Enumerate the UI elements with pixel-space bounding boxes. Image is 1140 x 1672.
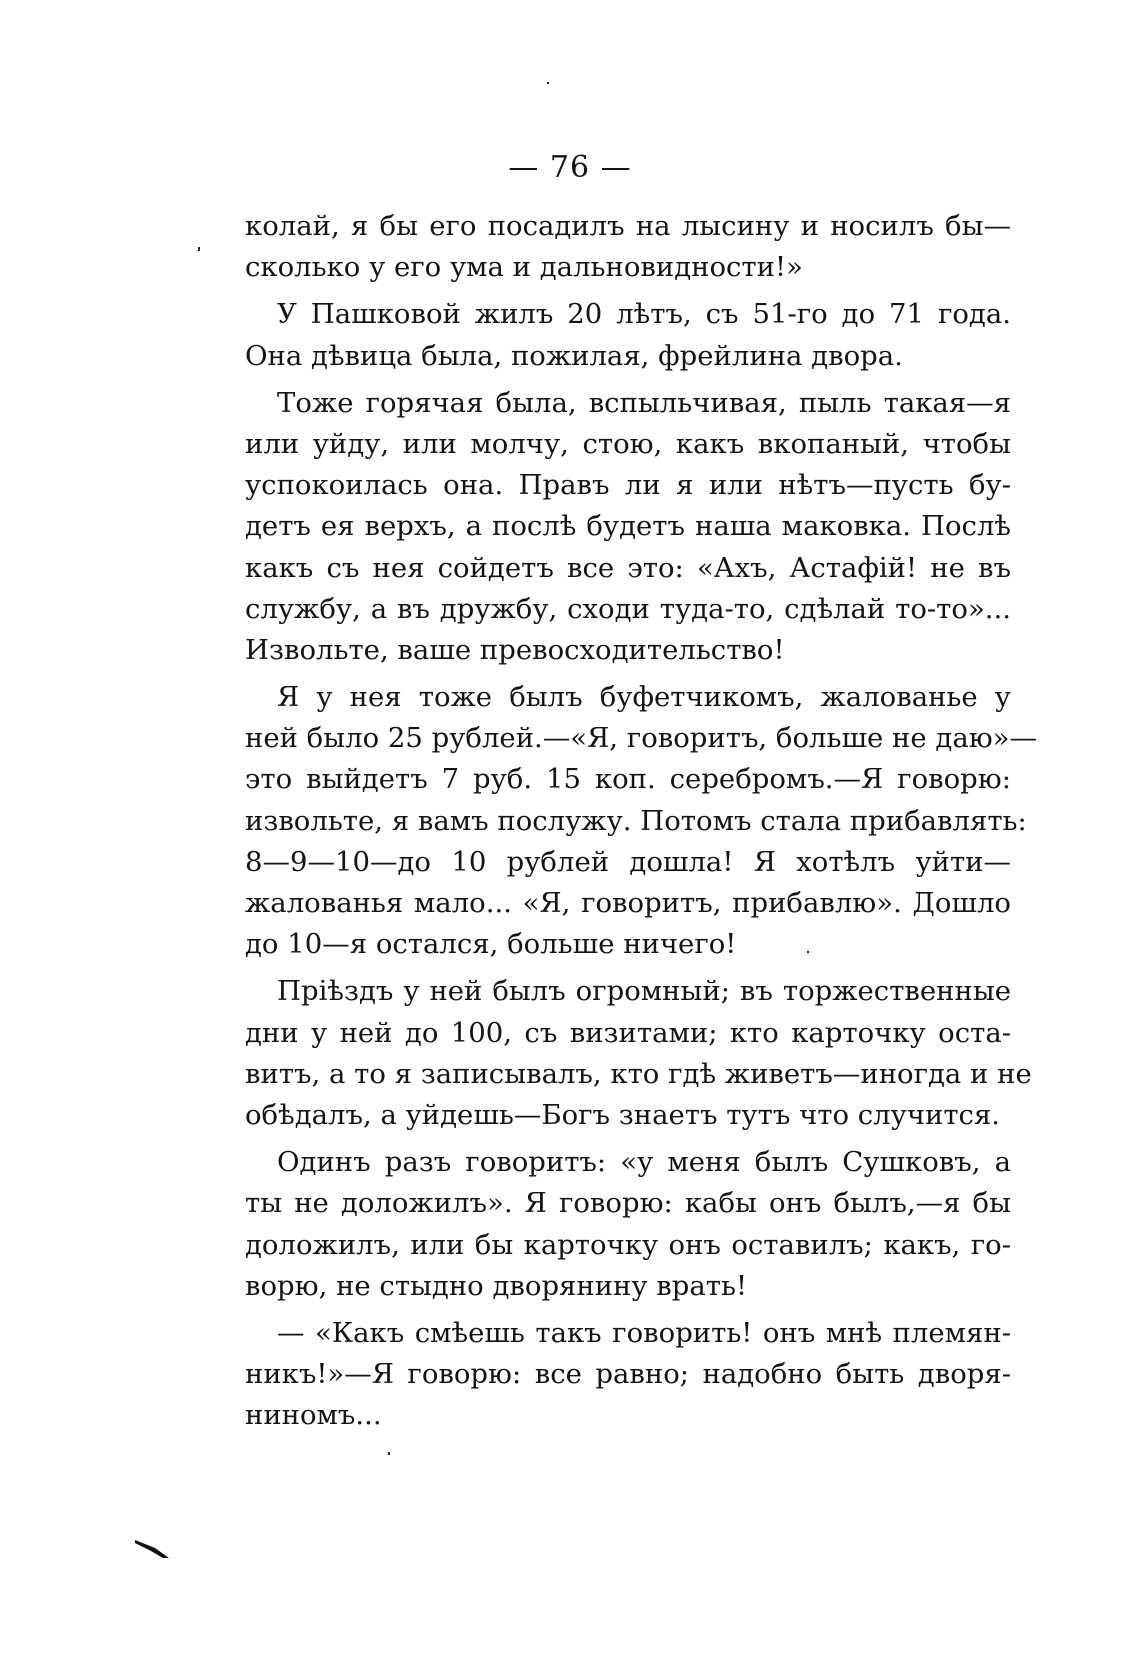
paragraph-2 <box>245 294 1011 376</box>
text-line: службу, а въ дружбу, сходи туда-то, сдѣлай то-то»... <box>245 592 1011 625</box>
paragraph-7 <box>245 1313 1011 1437</box>
text-line: Одинъ разъ говоритъ: «у меня былъ Сушковъ, а <box>277 1146 1011 1179</box>
text-line: ты не доложилъ». Я говорю: кабы онъ былъ,—я бы <box>245 1187 1011 1220</box>
text-line: витъ, а то я записывалъ, кто гдѣ живетъ—иногда и не <box>245 1057 1032 1090</box>
text-line: это выйдетъ 7 руб. 15 коп. серебромъ.—Я говорю: <box>245 763 1011 796</box>
paragraph-6 <box>245 1142 1011 1307</box>
text-line: У Пашковой жилъ 20 лѣтъ, съ 51-го до 71 года. <box>277 298 1011 331</box>
text-line: доложилъ, или бы карточку онъ оставилъ; какъ, го- <box>245 1228 1011 1261</box>
paragraph-1 <box>245 206 1011 288</box>
scan-speck <box>388 1452 390 1455</box>
text-line: никъ!»—Я говорю: все равно; надобно быть дворя- <box>245 1358 1011 1391</box>
text-line: Я у нея тоже былъ буфетчикомъ, жалованье у <box>277 681 1011 714</box>
text-line: Извольте, ваше превосходительство! <box>245 633 785 666</box>
text-line: или уйду, или молчу, стою, какъ вкопаный, чтобы <box>245 427 1011 460</box>
page-number: — 76 — <box>508 150 632 185</box>
text-line: сколько у его ума и дальновидности!» <box>245 251 803 284</box>
text-line: жалованья мало... «Я, говоритъ, прибавлю». Дошло <box>245 887 1011 919</box>
text-line: извольте, я вамъ послужу. Потомъ стала прибавлять: <box>245 804 1027 837</box>
text-line: обѣдалъ, а уйдешь—Богъ знаетъ тутъ что случится. <box>245 1098 1001 1131</box>
scan-mark-icon <box>133 1538 171 1560</box>
paragraph-5 <box>245 971 1032 1136</box>
scan-speck <box>198 247 200 251</box>
text-block <box>245 206 1037 1436</box>
text-line: ниномъ... <box>245 1399 382 1432</box>
text-line: успокоилась она. Правъ ли я или нѣтъ—пусть бу- <box>245 469 1011 502</box>
paragraph-3 <box>245 383 1011 671</box>
text-line: 8—9—10—до 10 рублей дошла! Я хотѣлъ уйти— <box>245 845 1011 878</box>
paragraph-4 <box>245 677 1037 965</box>
text-line: Пріѣздъ у ней былъ огромный; въ торжественные <box>277 975 1011 1008</box>
text-line: Она дѣвица была, пожилая, фрейлина двора. <box>245 339 903 372</box>
text-line: до 10—я остался, больше ничего! <box>245 928 737 961</box>
text-line: — «Какъ смѣешь такъ говорить! онъ мнѣ племян- <box>277 1316 1011 1349</box>
scan-speck <box>547 82 549 84</box>
text-line: ворю, не стыдно дворянину врать! <box>245 1269 748 1302</box>
text-line: дни у ней до 100, съ визитами; кто карточку оста- <box>245 1016 1011 1049</box>
scan-speck <box>807 951 809 953</box>
text-line: ней было 25 рублей.—«Я, говоритъ, больше не даю»— <box>245 722 1037 755</box>
text-line: колай, я бы его посадилъ на лысину и носилъ бы— <box>245 210 1011 242</box>
text-line: Тоже горячая была, вспыльчивая, пыль такая—я <box>277 386 1011 419</box>
text-line: детъ ея верхъ, а послѣ будетъ наша маковка. Послѣ <box>245 510 1011 543</box>
text-line: какъ съ нея сойдетъ все это: «Ахъ, Астафій! не въ <box>245 551 1011 584</box>
